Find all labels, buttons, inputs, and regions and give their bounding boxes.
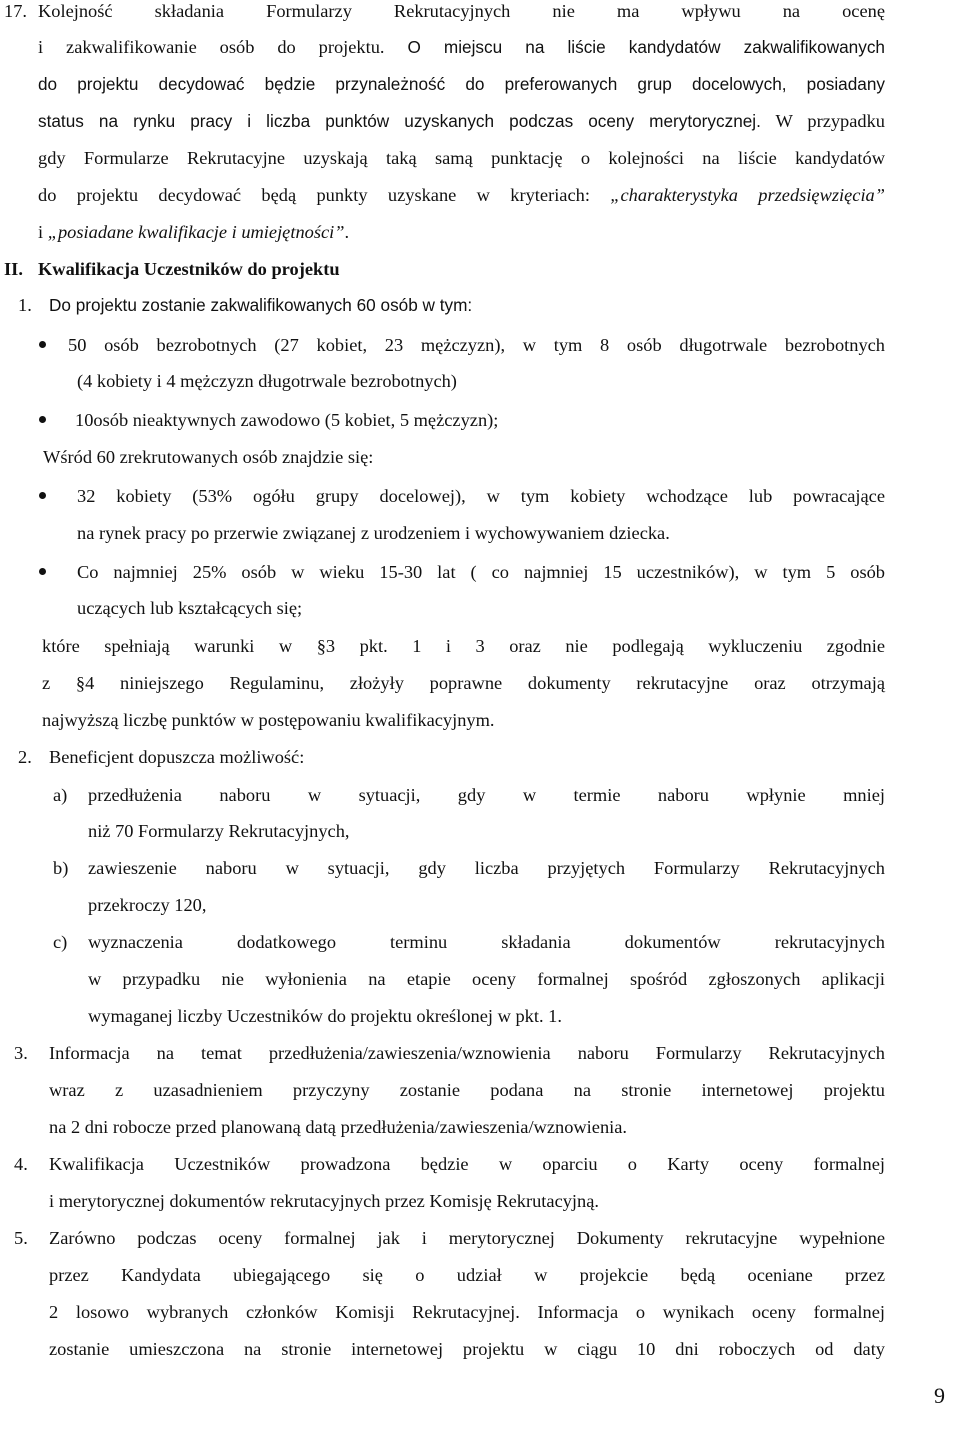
item-text: wraz z uzasadnieniem przyczyny zostanie podana na stronie internetowej projektu: [49, 1080, 885, 1100]
paragraph-line: Kolejność składania Formularzy Rekrutacyjnych nie ma wpływu na ocenę: [38, 1, 885, 21]
section-title: Kwalifikacja Uczestników do projektu: [38, 259, 340, 279]
item-text: 2 losowo wybranych członków Komisji Rekrutacyjnej. Informacja o wynikach oceny formalnej: [49, 1302, 885, 1322]
bullet-text: Co najmniej 25% osób w wieku 15-30 lat ( co najmniej 15 uczestników), w tym 5 osób: [77, 562, 885, 582]
list-text: zawieszenie naboru w sytuacji, gdy liczba przyjętych Formularzy Rekrutacyjnych: [88, 858, 885, 878]
item-text: z §4 niniejszego Regulaminu, złożyły poprawne dokumenty rekrutacyjne oraz otrzymają: [42, 673, 885, 693]
item-text: na 2 dni robocze przed planowaną datą przedłużenia/zawieszenia/wznowienia.: [49, 1117, 628, 1137]
item-text: Kwalifikacja Uczestników prowadzona będzie w oparciu o Karty oceny formalnej: [49, 1154, 885, 1174]
bullet-icon: [39, 341, 46, 348]
list-label: b): [53, 858, 69, 878]
paragraph-line: status na rynku pracy i liczba punktów uzyskanych podczas oceny merytorycznej. W przypadku: [38, 111, 886, 131]
item-number: 4.: [14, 1154, 28, 1174]
item-number: 2.: [18, 747, 32, 767]
list-text: przekroczy 120,: [88, 895, 207, 915]
bullet-text: (4 kobiety i 4 mężczyzn długotrwale bezrobotnych): [77, 371, 457, 391]
paragraph-line: i „posiadane kwalifikacje i umiejętności”.: [38, 222, 350, 242]
bullet-text: 32 kobiety (53% ogółu grupy docelowej), w tym kobiety wchodzące lub powracające: [77, 486, 885, 506]
item-number: 1.: [18, 295, 32, 315]
bullet-icon: [39, 568, 46, 575]
page-number: 9: [934, 1383, 945, 1408]
item-text: przez Kandydata ubiegającego się o udział w projekcie będą oceniane przez: [49, 1265, 885, 1285]
item-text: i merytorycznej dokumentów rekrutacyjnych przez Komisję Rekrutacyjną.: [49, 1191, 599, 1211]
item-number: 5.: [14, 1228, 28, 1248]
list-text: wyznaczenia dodatkowego terminu składania dokumentów rekrutacyjnych: [88, 932, 885, 952]
list-text: w przypadku nie wyłonienia na etapie oceny formalnej spośród zgłoszonych aplikacji: [88, 969, 885, 989]
item-text: Do projektu zostanie zakwalifikowanych 60 osób w tym:: [49, 295, 473, 315]
bullet-text: na rynek pracy po przerwie związanej z urodzeniem i wychowywaniem dziecka.: [77, 523, 670, 543]
item-number: 3.: [14, 1043, 28, 1063]
item-text: Beneficjent dopuszcza możliwość:: [49, 747, 305, 767]
list-text: przedłużenia naboru w sytuacji, gdy w termie naboru wpłynie mniej: [88, 785, 885, 805]
item-text: Zarówno podczas oceny formalnej jak i merytorycznej Dokumenty rekrutacyjne wypełnione: [49, 1228, 885, 1248]
item-text: najwyższą liczbę punktów w postępowaniu kwalifikacyjnym.: [42, 710, 495, 730]
section-roman: II.: [4, 259, 23, 279]
paragraph-line: gdy Formularze Rekrutacyjne uzyskają taką samą punktację o kolejności na liście kandydatów: [38, 148, 885, 168]
paragraph-line: i zakwalifikowanie osób do projektu. O miejscu na liście kandydatów zakwalifikowanych: [38, 37, 885, 57]
item-text: zostanie umieszczona na stronie internetowej projektu w ciągu 10 dni roboczych od daty: [49, 1339, 885, 1359]
bullet-icon: [39, 416, 46, 423]
list-text: niż 70 Formularzy Rekrutacyjnych,: [88, 821, 350, 841]
bullet-text: uczących lub kształcących się;: [77, 598, 303, 618]
paragraph-line: do projektu decydować będą punkty uzyskane w kryteriach: „charakterystyka przedsięwzięcia”: [38, 185, 885, 205]
list-label: a): [53, 785, 68, 805]
list-text: wymaganej liczby Uczestników do projektu określonej w pkt. 1.: [88, 1006, 562, 1026]
item-number: 17.: [4, 1, 27, 21]
paragraph-line: do projektu decydować będzie przynależność do preferowanych grup docelowych, posiadany: [38, 74, 885, 94]
bullet-text: 50 osób bezrobotnych (27 kobiet, 23 mężczyzn), w tym 8 osób długotrwale bezrobotnych: [68, 335, 885, 355]
bullet-text: 10osób nieaktywnych zawodowo (5 kobiet, 5 mężczyzn);: [75, 410, 499, 430]
list-label: c): [53, 932, 68, 952]
item-text: które spełniają warunki w §3 pkt. 1 i 3 oraz nie podlegają wykluczeniu zgodnie: [42, 636, 885, 656]
bullet-icon: [39, 492, 46, 499]
item-text: Wśród 60 zrekrutowanych osób znajdzie się:: [43, 447, 374, 467]
item-text: Informacja na temat przedłużenia/zawieszenia/wznowienia naboru Formularzy Rekrutacyjnych: [49, 1043, 885, 1063]
